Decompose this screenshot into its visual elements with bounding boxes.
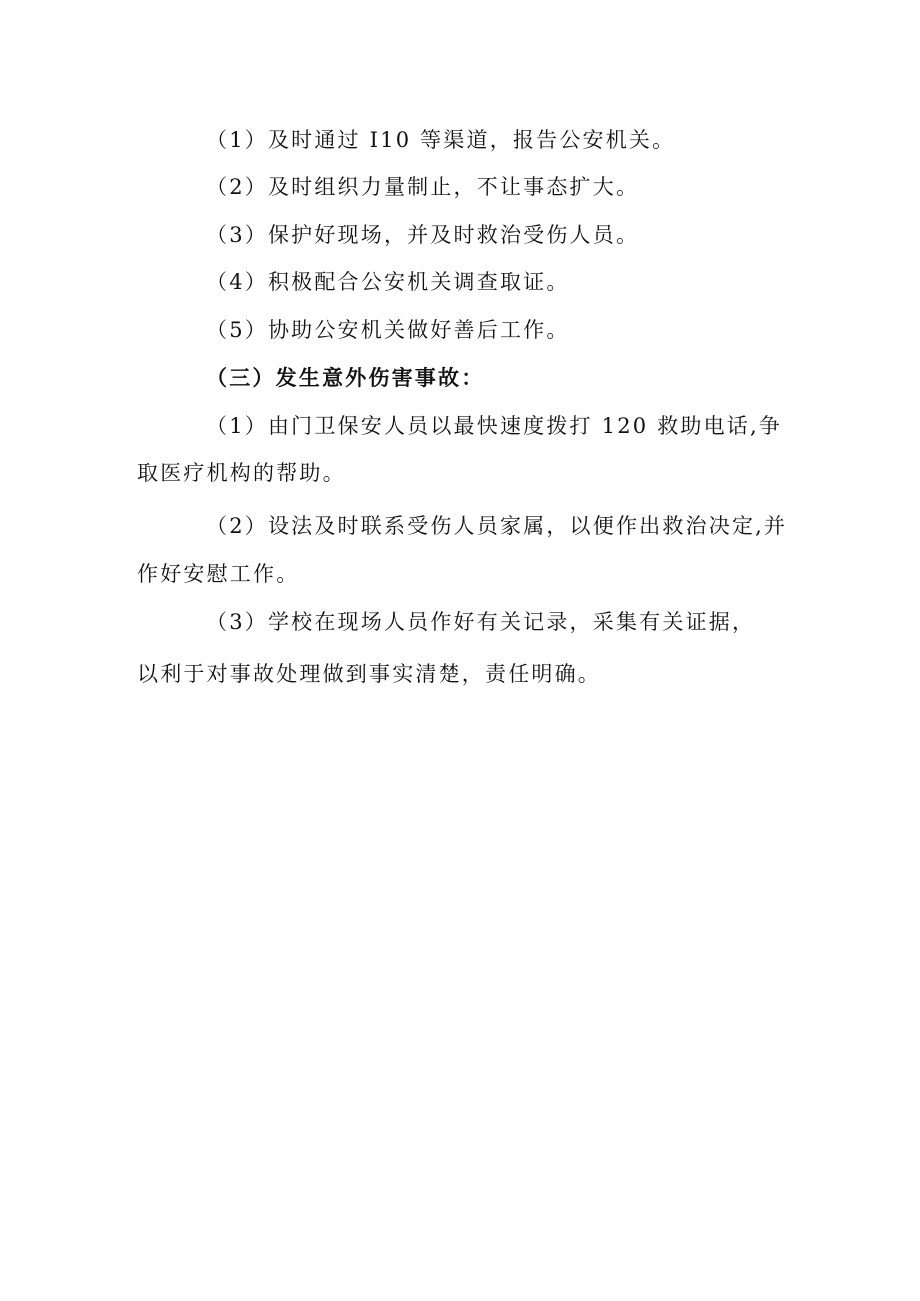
section3-item-3-line1: （3）学校在现场人员作好有关记录，采集有关证据， — [206, 610, 756, 634]
section2-item-5: （5）协助公安机关做好善后工作。 — [206, 318, 570, 342]
section3-heading: （三）发生意外伤害事故： — [206, 366, 485, 390]
section3-item-2-line1: （2）设法及时联系受伤人员家属，以便作出救治决定,并 — [206, 514, 788, 538]
section2-item-2: （2）及时组织力量制止，不让事态扩大。 — [206, 175, 640, 199]
section3-item-2-line2: 作好安慰工作。 — [137, 562, 300, 586]
section2-item-1: （1）及时通过 I10 等渠道，报告公安机关。 — [206, 128, 676, 152]
section2-item-3: （3）保护好现场，并及时救治受伤人员。 — [206, 223, 640, 247]
section2-item-4: （4）积极配合公安机关调查取证。 — [206, 270, 570, 294]
section3-item-1-line2: 取医疗机构的帮助。 — [137, 461, 346, 485]
section3-item-3-line2: 以利于对事故处理做到事实清楚，责任明确。 — [137, 662, 601, 686]
section3-item-1-line1: （1）由门卫保安人员以最快速度拨打 120 救助电话,争 — [206, 414, 783, 438]
